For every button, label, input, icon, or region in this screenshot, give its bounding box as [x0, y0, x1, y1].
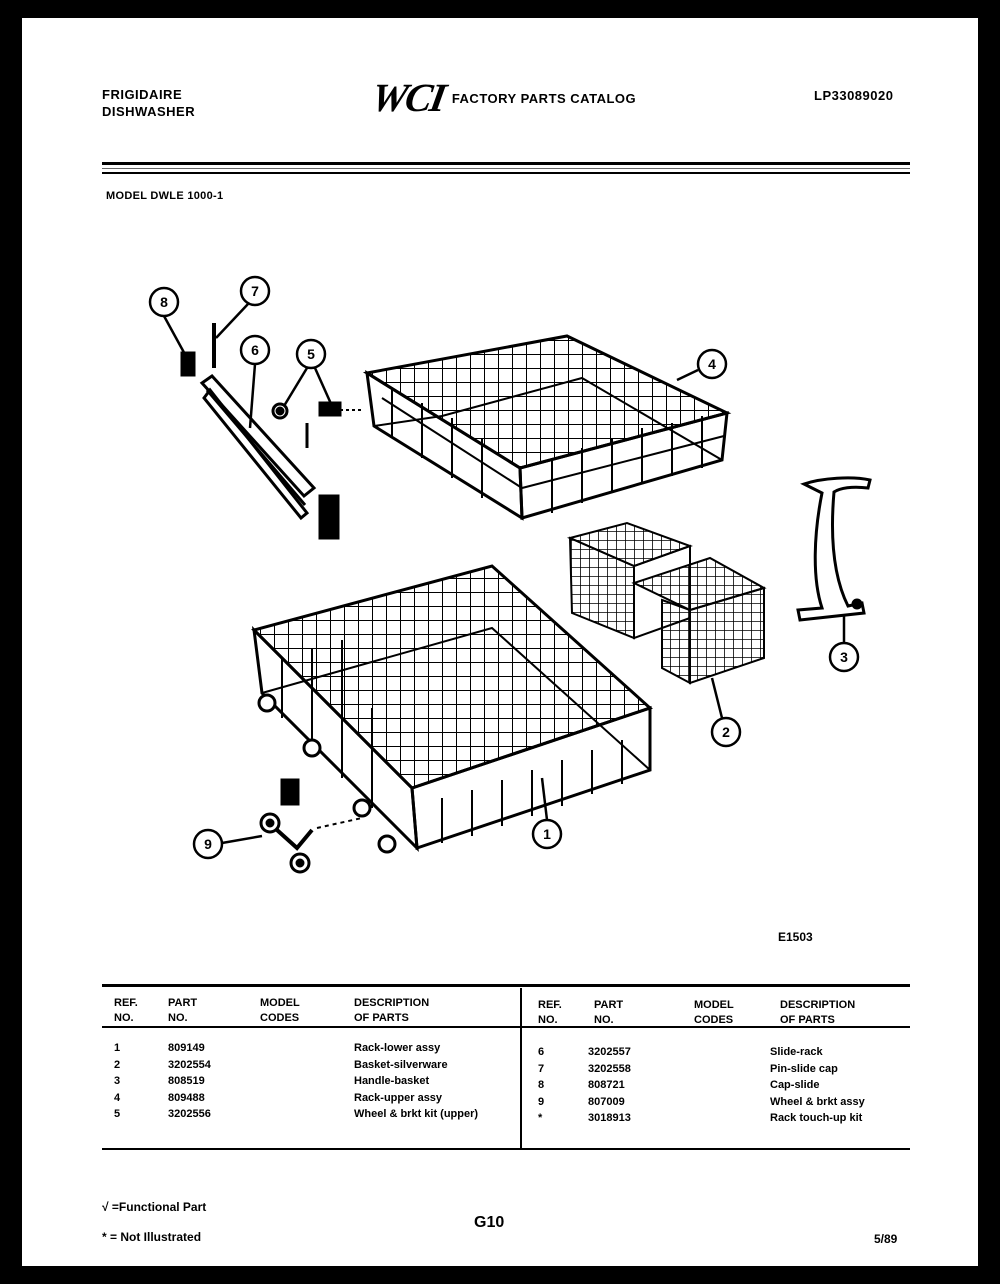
model-line: MODEL DWLE 1000-1 [106, 190, 224, 202]
table-row: 5 3202556 Wheel & brkt kit (upper) [114, 1108, 479, 1120]
not-illustrated-note: * = Not Illustrated [102, 1230, 202, 1244]
header-ref-right: REF. NO. [538, 999, 562, 1026]
catalog-date: 5/89 [874, 1232, 898, 1246]
table-bottom-rule [102, 1148, 910, 1150]
svg-text:4: 4 [708, 356, 716, 372]
lower-wheel [259, 695, 275, 711]
callout-8 [150, 288, 187, 358]
page-number: G10 [474, 1214, 505, 1231]
callout-5 [284, 340, 332, 406]
svg-text:9: 9 [204, 836, 212, 852]
figure-code: E1503 [778, 930, 813, 944]
header-ref: REF. NO. [114, 997, 138, 1024]
header-model-right: MODEL CODES [694, 999, 734, 1026]
table-row: 1 809149 Rack-lower assy [114, 1042, 441, 1054]
callout-9 [194, 830, 262, 858]
callout-3 [830, 616, 858, 671]
svg-text:2: 2 [722, 724, 730, 740]
header-model: MODEL CODES [260, 997, 300, 1024]
table-row: 7 3202558 Pin-slide cap [538, 1062, 838, 1075]
svg-text:7: 7 [251, 283, 259, 299]
table-row: * 3018913 Rack touch-up kit [538, 1112, 863, 1124]
header-part: PART NO. [168, 997, 198, 1024]
wheel-bracket-assy [261, 780, 362, 872]
product-type: DISHWASHER [102, 104, 196, 119]
catalog-title: FACTORY PARTS CATALOG [451, 90, 637, 106]
upper-rack [367, 336, 727, 518]
lower-wheel [379, 836, 395, 852]
slide-end-cap [320, 496, 338, 538]
svg-text:1: 1 [543, 826, 551, 842]
table-row: 2 3202554 Basket-silverware [114, 1058, 448, 1071]
basket-handle [798, 478, 870, 620]
callout-4 [677, 350, 726, 380]
table-row: 3 808519 Handle-basket [114, 1075, 430, 1087]
table-row: 6 3202557 Slide-rack [538, 1046, 823, 1058]
functional-part-note: √ =Functional Part [102, 1200, 207, 1214]
callout-2 [712, 678, 740, 746]
table-top-rule [102, 984, 910, 987]
header-desc-right: DESCRIPTION OF PARTS [780, 999, 856, 1026]
upper-wheel-bracket [320, 403, 340, 415]
parts-table [102, 984, 910, 1154]
svg-text:3: 3 [840, 649, 848, 665]
silverware-basket [570, 523, 764, 683]
lower-wheel [304, 740, 320, 756]
svg-text:8: 8 [160, 294, 168, 310]
table-row: 9 807009 Wheel & brkt assy [538, 1095, 865, 1108]
callout-1 [533, 778, 561, 848]
header-part-right: PART NO. [594, 999, 624, 1026]
lower-wheel [354, 800, 370, 816]
brand-name: FRIGIDAIRE [102, 87, 183, 102]
table-row: 8 808721 Cap-slide [538, 1079, 820, 1091]
table-row: 4 809488 Rack-upper assy [114, 1091, 443, 1104]
catalog-page [22, 18, 978, 1266]
parts-diagram [22, 18, 978, 978]
wci-logo: WCI [368, 75, 448, 120]
table-divider [520, 988, 522, 1148]
catalog-number: LP33089020 [814, 88, 894, 103]
cap-slide-part [182, 353, 194, 375]
svg-text:5: 5 [307, 346, 315, 362]
slide-rack [182, 323, 362, 538]
svg-text:6: 6 [251, 342, 259, 358]
callout-7 [216, 277, 269, 338]
header-desc: DESCRIPTION OF PARTS [354, 997, 430, 1024]
